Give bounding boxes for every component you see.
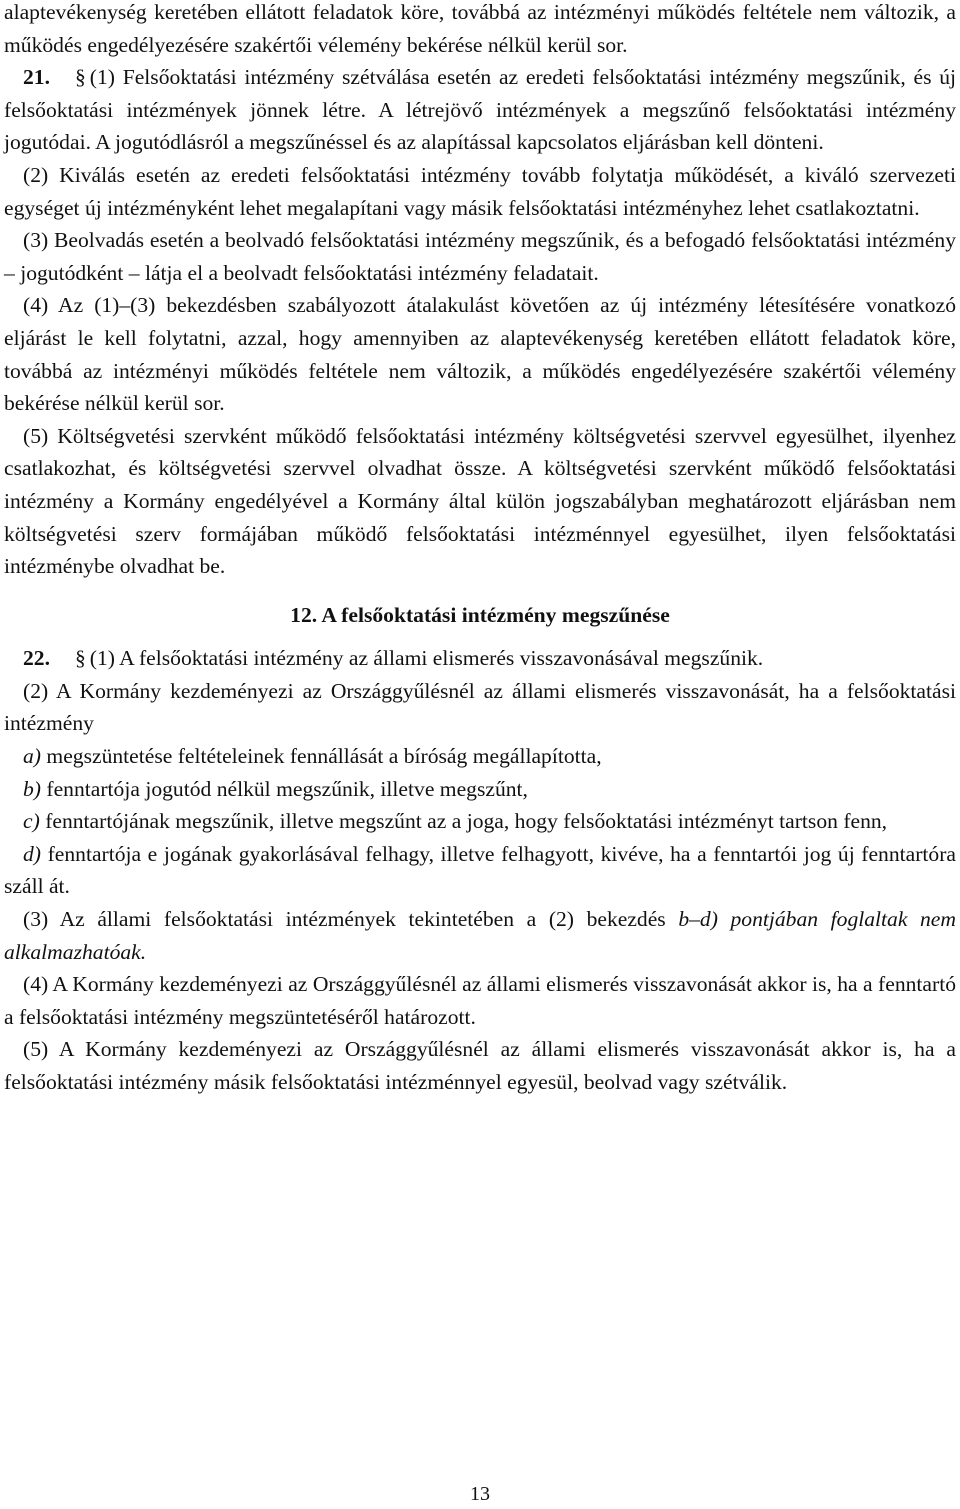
list-item-label: b) (23, 776, 41, 801)
section-21-p1-text: (1) Felsőoktatási intézmény szétválása esetén az eredeti felsőoktatási intézmény megszűnik, és új felsőoktatási intézmények jönnek létre. A létrejövő intézmények a megszűnő felsőoktatási intézmény jogutódai. A jogutódlásról a megszűnéssel és az alapítással kapcsolatos eljárásban kell dönteni. (4, 65, 956, 155)
section-symbol: § (75, 646, 86, 671)
section-22-p1-text: (1) A felsőoktatási intézmény az állami elismerés visszavonásával megszűnik. (89, 646, 764, 671)
list-item-text: megszüntetése feltételeinek fennállását a bíróság megállapította, (46, 744, 602, 769)
section-22-paragraph-3 (4, 903, 956, 968)
section-21-paragraph-2: (2) Kiválás esetén az eredeti felsőoktatási intézmény tovább folytatja működését, a kiváló szervezeti egységet új intézményként lehet megalapítani vagy másik felsőoktatási intézményhez lehet csatlakoztatni. (4, 162, 956, 220)
list-item-d (4, 838, 956, 903)
list-item-label: a) (23, 744, 41, 769)
section-21-paragraph-5: (5) Költségvetési szervként működő felsőoktatási intézmény költségvetési szervvel egyesülhet, ilyenhez csatlakozhat, és költségvetési szervvel olvadhat össze. A költségvetési szervként működő felsőoktatási intézmény a Kormány engedélyével a Kormány által külön jogszabályban meghatározott eljárásban nem költségvetési szerv formájában működő felsőoktatási intézménnyel egyesülhet, ilyen felsőoktatási intézménybe olvadhat be. (4, 423, 956, 579)
section-21-paragraph-1 (4, 61, 956, 159)
list-item-text: fenntartójának megszűnik, illetve megszűnt az a joga, hogy felsőoktatási intézményt tartson fenn, (45, 809, 888, 834)
list-item-label: d) (23, 841, 41, 866)
list-item-a (4, 740, 956, 773)
section-21-paragraph-3: (3) Beolvadás esetén a beolvadó felsőoktatási intézmény megszűnik, és a befogadó felsőoktatási intézmény – jogutódként – látja el a beolvadt felsőoktatási intézmény feladatait. (4, 228, 956, 285)
section-21-paragraph-4: (4) Az (1)–(3) bekezdésben szabályozott átalakulást követően az új intézmény létesítésére vonatkozó eljárást le kell folytatni, azzal, hogy amennyiben az alaptevékenység keretében ellátott feladatok köre, továbbá az intézményi működés feltétele nem változik, a működés engedélyezésére szakértői vélemény bekérése nélkül kerül sor. (4, 293, 956, 416)
list-item-label: c) (23, 809, 40, 834)
page-number: 13 (470, 1483, 490, 1505)
list-item-c (4, 805, 956, 838)
paragraph-continuation: alaptevékenység keretében ellátott feladatok köre, továbbá az intézményi működés feltétele nem változik, a működés engedélyezésére szakértői vélemény bekérése nélkül kerül sor. (4, 0, 956, 57)
list-item-text: fenntartója jogutód nélkül megszűnik, illetve megszűnt, (46, 776, 528, 801)
section-22-paragraph-4: (4) A Kormány kezdeményezi az Országgyűlésnél az állami elismerés visszavonását akkor is, ha a fenntartó a felsőoktatási intézmény megszüntetéséről határozott. (4, 972, 956, 1029)
chapter-heading: 12. A felsőoktatási intézmény megszűnése (290, 602, 670, 627)
document-body (4, 0, 956, 1099)
section-symbol: § (75, 65, 86, 90)
section-number-21: 21. (23, 65, 50, 90)
section-22-p3-italic: b–d) pontjában foglaltak nem alkalmazhatóak. (4, 907, 956, 964)
section-22-paragraph-5: (5) A Kormány kezdeményezi az Országgyűlésnél az állami elismerés visszavonását akkor is, ha a felsőoktatási intézmény másik felsőoktatási intézménnyel egyesül, beolvad vagy szétválik. (4, 1037, 956, 1094)
section-number-22: 22. (23, 646, 50, 671)
section-22-paragraph-1 (4, 642, 956, 675)
list-item-b (4, 773, 956, 806)
section-22-p3-text: (3) Az állami felsőoktatási intézmények tekintetében a (2) bekezdés (23, 907, 666, 932)
list-item-text: fenntartója e jogának gyakorlásával felhagy, illetve felhagyott, kivéve, ha a fenntartói jog új fenntartóra száll át. (4, 841, 956, 899)
section-22-paragraph-2: (2) A Kormány kezdeményezi az Országgyűlésnél az állami elismerés visszavonását, ha a felsőoktatási intézmény (4, 678, 956, 736)
